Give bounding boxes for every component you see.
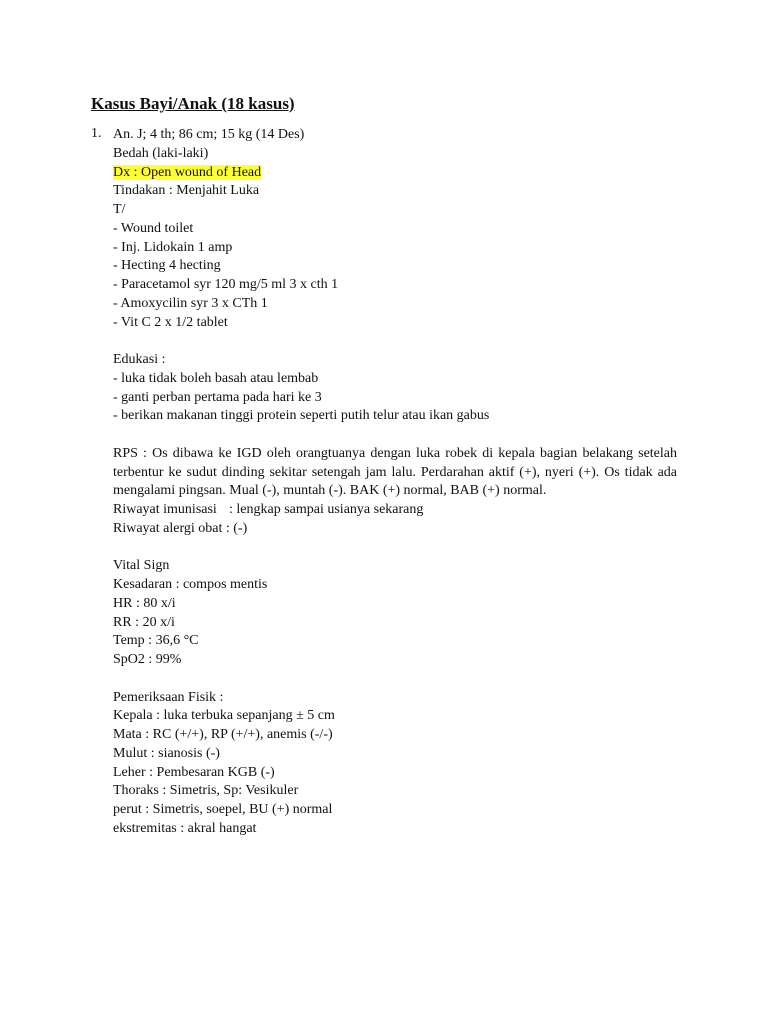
vital-label: Vital Sign	[113, 558, 170, 574]
vital-item: HR : 80 x/i	[113, 595, 176, 611]
case-content	[113, 126, 677, 839]
exam-item: Kepala : luka terbuka sepanjang ± 5 cm	[113, 708, 335, 724]
vital-item: RR : 20 x/i	[113, 614, 175, 630]
department: Bedah (laki-laki)	[113, 145, 209, 161]
exam-label: Pemeriksaan Fisik :	[113, 689, 224, 705]
vital-item: Kesadaran : compos mentis	[113, 577, 268, 592]
diagnosis-highlight: Dx : Open wound of Head	[113, 164, 262, 180]
rps-paragraph: RPS : Os dibawa ke IGD oleh orangtuanya dengan luka robek di kepala bagian belakang setelah terbentur ke sudut dinding sekitar setengah jam lalu. Perdarahan aktif (+), nyeri (+). Os tidak ada mengalami pingsan. Mual (-), muntah (-). BAK (+) normal, BAB (+) normal.	[113, 445, 677, 499]
vital-item: Temp : 36,6 °C	[113, 633, 199, 649]
education-item: - luka tidak boleh basah atau lembab	[113, 370, 319, 386]
therapy-item: - Hecting 4 hecting	[113, 258, 221, 274]
therapy-item: - Paracetamol syr 120 mg/5 ml 3 x cth 1	[113, 277, 339, 292]
document-title: Kasus Bayi/Anak (18 kasus)	[91, 94, 295, 113]
therapy-item: - Wound toilet	[113, 220, 194, 236]
education-item: - ganti perban pertama pada hari ke 3	[113, 389, 322, 405]
exam-item: Thoraks : Simetris, Sp: Vesikuler	[113, 783, 299, 799]
vital-item: SpO2 : 99%	[113, 652, 182, 667]
therapy-item: - Inj. Lidokain 1 amp	[113, 239, 233, 255]
riwayat-imunisasi-label: Riwayat imunisasi	[113, 502, 217, 517]
therapy-item: - Vit C 2 x 1/2 tablet	[113, 314, 228, 330]
exam-item: perut : Simetris, soepel, BU (+) normal	[113, 802, 333, 817]
therapy-label: T/	[113, 202, 126, 217]
diagnosis-line	[113, 164, 677, 183]
therapy-item: - Amoxycilin syr 3 x CTh 1	[113, 295, 268, 311]
patient-header: An. J; 4 th; 86 cm; 15 kg (14 Des)	[113, 127, 305, 142]
exam-item: Mata : RC (+/+), RP (+/+), anemis (-/-)	[113, 727, 333, 742]
exam-item: Leher : Pembesaran KGB (-)	[113, 764, 275, 780]
riwayat-alergi: Riwayat alergi obat : (-)	[113, 520, 248, 536]
riwayat-imunisasi-value: : lengkap sampai usianya sekarang	[229, 502, 424, 517]
riwayat-imunisasi	[113, 501, 677, 520]
exam-item: Mulut : sianosis (-)	[113, 745, 220, 761]
exam-item: ekstremitas : akral hangat	[113, 820, 257, 836]
action-line: Tindakan : Menjahit Luka	[113, 183, 260, 199]
case-number: 1.	[91, 126, 102, 141]
education-item: - berikan makanan tinggi protein seperti putih telur atau ikan gabus	[113, 408, 490, 424]
education-label: Edukasi :	[113, 352, 166, 367]
